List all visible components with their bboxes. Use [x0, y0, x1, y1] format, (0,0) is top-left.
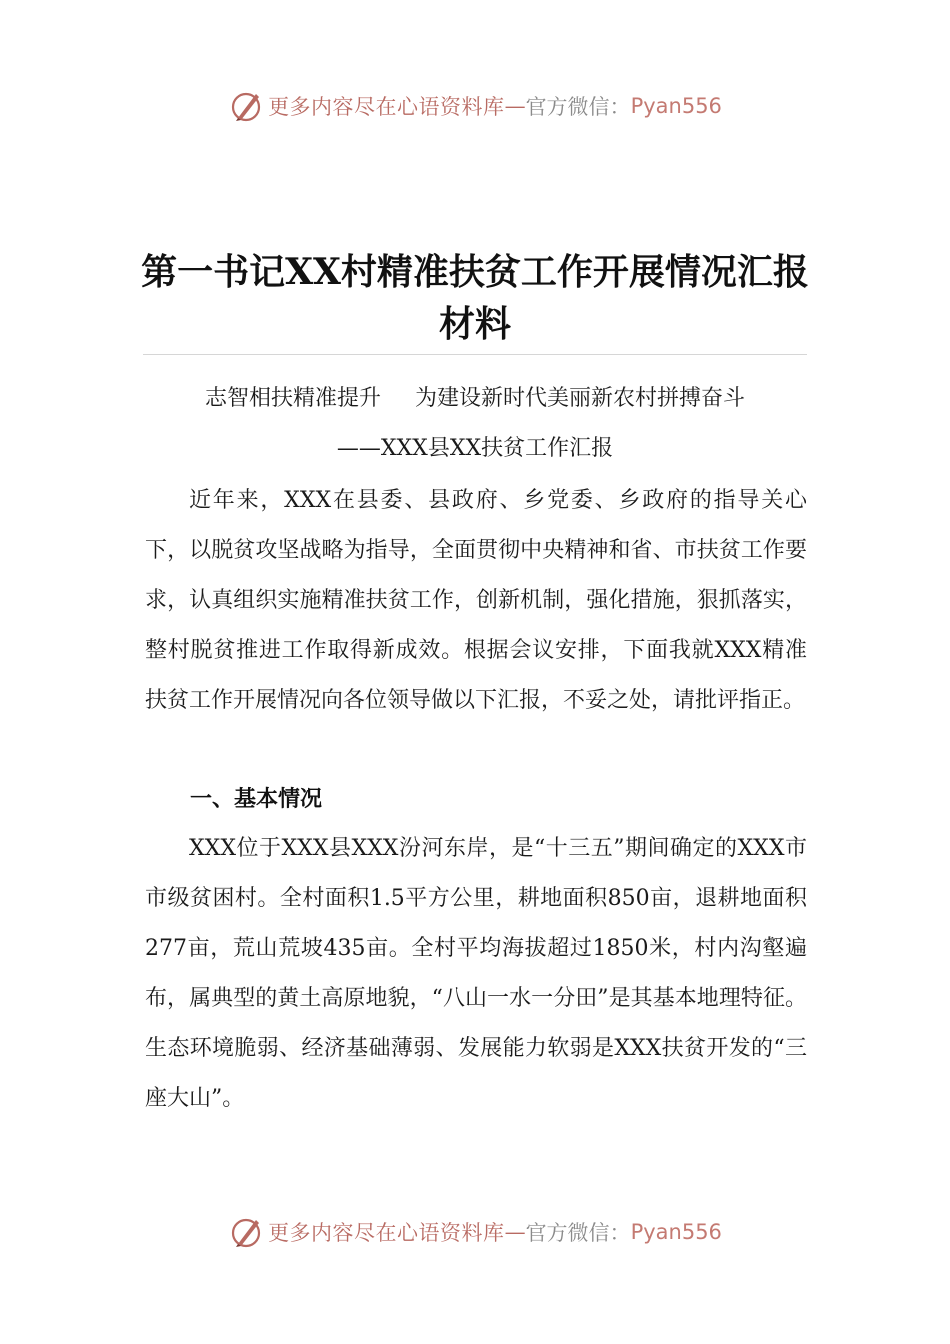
banner-wechat-label: 官方微信： [525, 1221, 631, 1245]
subtitle-line-2: ——XXX县XX扶贫工作汇报 [336, 436, 614, 461]
banner-separator: — [504, 94, 526, 118]
subtitle-line-1 [143, 384, 807, 414]
banner-wechat-id: Pyan556 [630, 1220, 722, 1244]
pen-logo-icon [228, 88, 264, 124]
intro-paragraph: 近年来，XXX在县委、县政府、乡党委、乡政府的指导关心下，以脱贫攻坚战略为指导，全面贯彻中央精神和省、市扶贫工作要求，认真组织实施精准扶贫工作，创新机制，强化措施，狠抓落实，整村脱贫推进工作取得新成效。根据会议安排，下面我就XXX精准扶贫工作开展情况向各位领导做以下汇报，不妥之处，请批评指正。 [145, 488, 807, 713]
subtitle-right: 为建设新时代美丽新农村拼搏奋斗 [415, 386, 746, 411]
header-watermark-banner [0, 84, 950, 128]
footer-watermark-banner [0, 1210, 950, 1254]
title-divider [143, 354, 807, 355]
pen-logo-icon [228, 1214, 264, 1250]
banner-wechat-id: Pyan556 [630, 94, 722, 118]
basic-info-paragraph: XXX位于XXX县XXX汾河东岸，是“十三五”期间确定的XXX市市级贫困村。全村面积1.5平方公里，耕地面积850亩，退耕地面积277亩，荒山荒坡435亩。全村平均海拔超过1850米，村内沟壑遍布，属典型的黄土高原地貌，“八山一水一分田”是其基本地理特征。生态环境脆弱、经济基础薄弱、发展能力软弱是XXX扶贫开发的“三座大山”。 [145, 836, 807, 1111]
section-heading-basic-info: 一、基本情况 [190, 786, 323, 812]
banner-wechat-label: 官方微信： [525, 95, 631, 119]
document-title: 第一书记XX村精准扶贫工作开展情况汇报材料 [141, 251, 809, 345]
banner-separator: — [504, 1220, 526, 1244]
banner-text: 更多内容尽在心语资料库 [268, 1221, 505, 1245]
banner-text: 更多内容尽在心语资料库 [268, 95, 505, 119]
subtitle-left: 志智相扶精准提升 [204, 386, 381, 411]
